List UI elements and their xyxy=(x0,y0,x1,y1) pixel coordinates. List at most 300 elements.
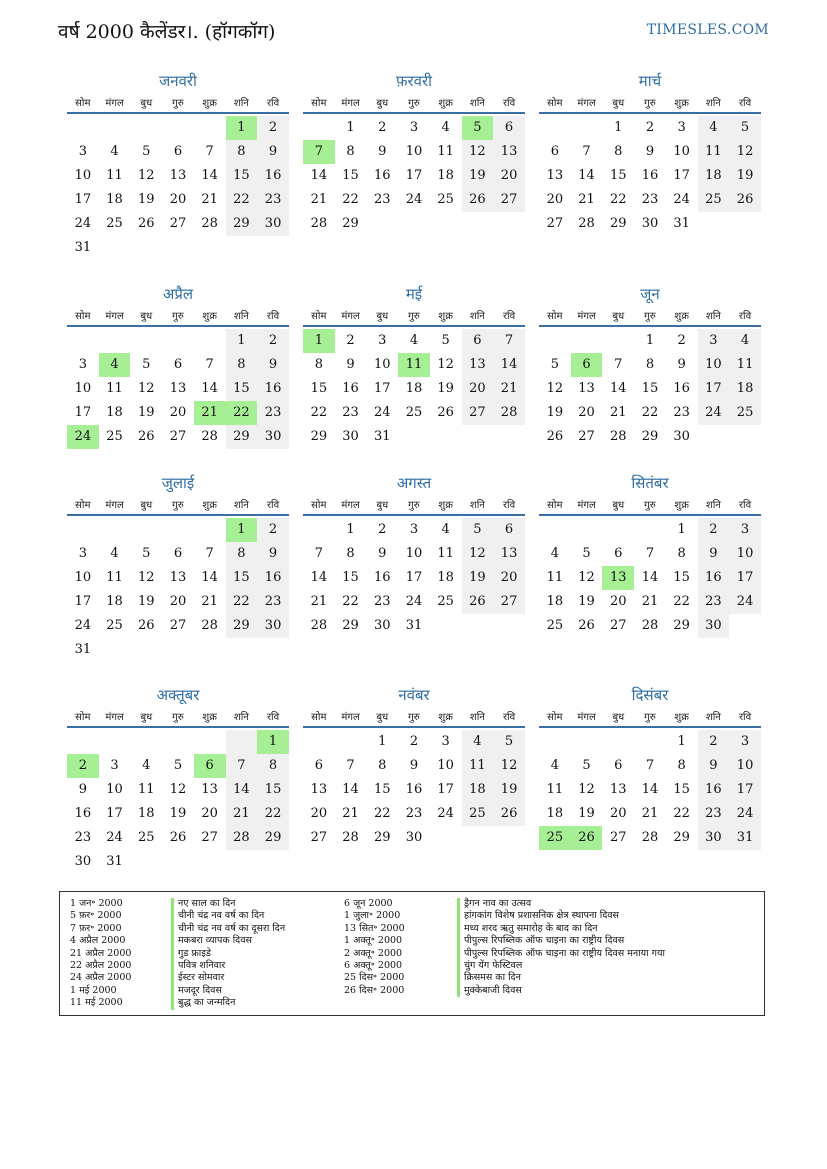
day-cell[interactable]: 6 xyxy=(462,329,494,353)
day-cell[interactable]: 12 xyxy=(137,381,155,396)
day-cell[interactable]: 2 xyxy=(257,116,289,140)
day-cell[interactable]: 12 xyxy=(437,357,454,372)
day-cell[interactable]: 26 xyxy=(137,216,155,231)
day-cell[interactable]: 9 xyxy=(257,353,289,377)
day-cell[interactable]: 9 xyxy=(409,758,419,773)
day-cell[interactable]: 19 xyxy=(462,164,494,188)
holiday-day-cell[interactable]: 7 xyxy=(303,140,335,164)
day-cell[interactable]: 17 xyxy=(405,168,423,183)
day-cell[interactable]: 28 xyxy=(201,216,218,231)
day-cell[interactable]: 18 xyxy=(437,168,454,183)
day-cell[interactable]: 25 xyxy=(437,192,454,207)
day-cell[interactable]: 8 xyxy=(378,758,387,773)
day-cell[interactable]: 14 xyxy=(201,570,218,585)
day-cell[interactable]: 27 xyxy=(169,429,187,444)
day-cell[interactable]: 23 xyxy=(698,590,730,614)
day-cell[interactable]: 3 xyxy=(729,730,761,754)
day-cell[interactable]: 16 xyxy=(257,377,289,401)
day-cell[interactable]: 19 xyxy=(578,806,595,821)
day-cell[interactable]: 24 xyxy=(698,401,730,425)
day-cell[interactable]: 13 xyxy=(493,542,525,566)
day-cell[interactable]: 4 xyxy=(142,758,151,773)
day-cell[interactable]: 11 xyxy=(137,782,155,797)
day-cell[interactable]: 30 xyxy=(373,618,391,633)
day-cell[interactable]: 9 xyxy=(378,144,387,159)
holiday-day-cell[interactable]: 11 xyxy=(398,353,430,377)
day-cell[interactable]: 23 xyxy=(74,830,92,845)
day-cell[interactable]: 28 xyxy=(641,618,659,633)
day-cell[interactable]: 15 xyxy=(310,381,328,396)
day-cell[interactable]: 23 xyxy=(373,594,391,609)
day-cell[interactable]: 27 xyxy=(578,429,595,444)
day-cell[interactable]: 29 xyxy=(257,826,289,850)
day-cell[interactable]: 27 xyxy=(546,216,564,231)
day-cell[interactable]: 3 xyxy=(729,518,761,542)
day-cell[interactable]: 24 xyxy=(106,830,123,845)
day-cell[interactable]: 5 xyxy=(550,357,559,372)
day-cell[interactable]: 29 xyxy=(342,618,359,633)
day-cell[interactable]: 1 xyxy=(346,120,355,135)
day-cell[interactable]: 25 xyxy=(462,802,494,826)
day-cell[interactable]: 2 xyxy=(378,522,387,537)
day-cell[interactable]: 11 xyxy=(437,546,454,561)
day-cell[interactable]: 23 xyxy=(257,401,289,425)
day-cell[interactable]: 18 xyxy=(698,164,730,188)
day-cell[interactable]: 18 xyxy=(106,405,123,420)
day-cell[interactable]: 14 xyxy=(201,168,218,183)
day-cell[interactable]: 30 xyxy=(74,854,92,869)
day-cell[interactable]: 11 xyxy=(462,754,494,778)
day-cell[interactable]: 21 xyxy=(493,377,525,401)
day-cell[interactable]: 7 xyxy=(582,144,591,159)
day-cell[interactable]: 4 xyxy=(110,546,119,561)
day-cell[interactable]: 8 xyxy=(614,144,623,159)
day-cell[interactable]: 26 xyxy=(169,830,187,845)
day-cell[interactable]: 19 xyxy=(729,164,761,188)
day-cell[interactable]: 29 xyxy=(609,216,627,231)
day-cell[interactable]: 9 xyxy=(698,754,730,778)
holiday-day-cell[interactable]: 21 xyxy=(194,401,226,425)
day-cell[interactable]: 19 xyxy=(462,566,494,590)
day-cell[interactable]: 25 xyxy=(729,401,761,425)
holiday-day-cell[interactable]: 1 xyxy=(226,116,258,140)
day-cell[interactable]: 17 xyxy=(405,570,423,585)
day-cell[interactable]: 17 xyxy=(729,778,761,802)
day-cell[interactable]: 27 xyxy=(169,216,187,231)
day-cell[interactable]: 14 xyxy=(578,168,595,183)
day-cell[interactable]: 10 xyxy=(74,570,92,585)
day-cell[interactable]: 22 xyxy=(609,192,627,207)
day-cell[interactable]: 3 xyxy=(409,522,419,537)
day-cell[interactable]: 1 xyxy=(677,734,686,749)
day-cell[interactable]: 12 xyxy=(578,782,595,797)
holiday-day-cell[interactable]: 1 xyxy=(257,730,289,754)
day-cell[interactable]: 12 xyxy=(462,140,494,164)
day-cell[interactable]: 4 xyxy=(441,522,450,537)
day-cell[interactable]: 23 xyxy=(405,806,423,821)
day-cell[interactable]: 2 xyxy=(378,120,387,135)
day-cell[interactable]: 29 xyxy=(226,614,258,638)
day-cell[interactable]: 4 xyxy=(110,144,119,159)
day-cell[interactable]: 19 xyxy=(137,405,155,420)
day-cell[interactable]: 14 xyxy=(201,381,218,396)
day-cell[interactable]: 30 xyxy=(405,830,423,845)
holiday-day-cell[interactable]: 6 xyxy=(194,754,226,778)
day-cell[interactable]: 24 xyxy=(729,802,761,826)
day-cell[interactable]: 23 xyxy=(257,590,289,614)
day-cell[interactable]: 30 xyxy=(257,212,289,236)
day-cell[interactable]: 9 xyxy=(346,357,355,372)
day-cell[interactable]: 11 xyxy=(106,168,123,183)
day-cell[interactable]: 6 xyxy=(173,144,183,159)
day-cell[interactable]: 20 xyxy=(169,594,187,609)
day-cell[interactable]: 26 xyxy=(729,188,761,212)
day-cell[interactable]: 11 xyxy=(698,140,730,164)
day-cell[interactable]: 27 xyxy=(609,618,627,633)
day-cell[interactable]: 3 xyxy=(698,329,730,353)
day-cell[interactable]: 28 xyxy=(201,429,218,444)
day-cell[interactable]: 1 xyxy=(378,734,387,749)
day-cell[interactable]: 8 xyxy=(346,546,355,561)
day-cell[interactable]: 20 xyxy=(310,806,328,821)
day-cell[interactable]: 18 xyxy=(405,381,423,396)
day-cell[interactable]: 14 xyxy=(641,570,659,585)
day-cell[interactable]: 11 xyxy=(546,570,564,585)
day-cell[interactable]: 14 xyxy=(641,782,659,797)
site-logo-text[interactable]: TIMESLES.COM xyxy=(646,22,769,38)
day-cell[interactable]: 27 xyxy=(169,618,187,633)
day-cell[interactable]: 22 xyxy=(310,405,328,420)
day-cell[interactable]: 10 xyxy=(74,168,92,183)
day-cell[interactable]: 8 xyxy=(314,357,323,372)
day-cell[interactable]: 9 xyxy=(645,144,655,159)
day-cell[interactable]: 5 xyxy=(493,730,525,754)
day-cell[interactable]: 16 xyxy=(257,566,289,590)
day-cell[interactable]: 6 xyxy=(493,116,525,140)
day-cell[interactable]: 17 xyxy=(74,192,92,207)
day-cell[interactable]: 15 xyxy=(609,168,627,183)
day-cell[interactable]: 6 xyxy=(493,518,525,542)
day-cell[interactable]: 25 xyxy=(106,429,123,444)
day-cell[interactable]: 24 xyxy=(729,590,761,614)
holiday-day-cell[interactable]: 24 xyxy=(67,425,99,449)
day-cell[interactable]: 15 xyxy=(226,164,258,188)
day-cell[interactable]: 15 xyxy=(226,566,258,590)
day-cell[interactable]: 24 xyxy=(74,216,92,231)
day-cell[interactable]: 13 xyxy=(546,168,564,183)
day-cell[interactable]: 9 xyxy=(257,542,289,566)
day-cell[interactable]: 17 xyxy=(373,381,391,396)
day-cell[interactable]: 15 xyxy=(226,377,258,401)
day-cell[interactable]: 16 xyxy=(698,566,730,590)
day-cell[interactable]: 31 xyxy=(74,240,92,255)
day-cell[interactable]: 14 xyxy=(493,353,525,377)
day-cell[interactable]: 7 xyxy=(205,546,214,561)
day-cell[interactable]: 24 xyxy=(74,618,92,633)
day-cell[interactable]: 25 xyxy=(137,830,155,845)
day-cell[interactable]: 12 xyxy=(578,570,595,585)
day-cell[interactable]: 15 xyxy=(342,570,359,585)
day-cell[interactable]: 17 xyxy=(698,377,730,401)
day-cell[interactable]: 21 xyxy=(310,192,328,207)
day-cell[interactable]: 9 xyxy=(677,357,686,372)
day-cell[interactable]: 4 xyxy=(409,333,419,348)
day-cell[interactable]: 26 xyxy=(546,429,564,444)
day-cell[interactable]: 27 xyxy=(310,830,328,845)
day-cell[interactable]: 13 xyxy=(169,381,187,396)
day-cell[interactable]: 23 xyxy=(673,405,690,420)
day-cell[interactable]: 12 xyxy=(462,542,494,566)
day-cell[interactable]: 8 xyxy=(226,140,258,164)
day-cell[interactable]: 7 xyxy=(645,546,655,561)
day-cell[interactable]: 17 xyxy=(74,405,92,420)
day-cell[interactable]: 18 xyxy=(462,778,494,802)
day-cell[interactable]: 5 xyxy=(173,758,183,773)
day-cell[interactable]: 30 xyxy=(257,614,289,638)
day-cell[interactable]: 14 xyxy=(226,778,258,802)
day-cell[interactable]: 23 xyxy=(641,192,659,207)
day-cell[interactable]: 19 xyxy=(578,594,595,609)
day-cell[interactable]: 10 xyxy=(729,754,761,778)
day-cell[interactable]: 16 xyxy=(342,381,359,396)
day-cell[interactable]: 4 xyxy=(462,730,494,754)
day-cell[interactable]: 4 xyxy=(550,546,559,561)
day-cell[interactable]: 7 xyxy=(493,329,525,353)
day-cell[interactable]: 2 xyxy=(677,333,686,348)
day-cell[interactable]: 20 xyxy=(493,164,525,188)
day-cell[interactable]: 11 xyxy=(106,381,123,396)
day-cell[interactable]: 10 xyxy=(729,542,761,566)
day-cell[interactable]: 25 xyxy=(106,618,123,633)
day-cell[interactable]: 11 xyxy=(437,144,454,159)
day-cell[interactable]: 17 xyxy=(74,594,92,609)
day-cell[interactable]: 1 xyxy=(346,522,355,537)
holiday-day-cell[interactable]: 1 xyxy=(303,329,335,353)
day-cell[interactable]: 27 xyxy=(609,830,627,845)
holiday-day-cell[interactable]: 5 xyxy=(462,116,494,140)
day-cell[interactable]: 29 xyxy=(641,429,659,444)
day-cell[interactable]: 28 xyxy=(342,830,359,845)
day-cell[interactable]: 12 xyxy=(729,140,761,164)
day-cell[interactable]: 19 xyxy=(137,594,155,609)
day-cell[interactable]: 6 xyxy=(314,758,323,773)
day-cell[interactable]: 8 xyxy=(346,144,355,159)
day-cell[interactable]: 7 xyxy=(614,357,623,372)
day-cell[interactable]: 7 xyxy=(645,758,655,773)
day-cell[interactable]: 16 xyxy=(405,782,423,797)
day-cell[interactable]: 3 xyxy=(441,734,450,749)
day-cell[interactable]: 15 xyxy=(673,782,690,797)
day-cell[interactable]: 23 xyxy=(257,188,289,212)
day-cell[interactable]: 5 xyxy=(729,116,761,140)
day-cell[interactable]: 2 xyxy=(257,518,289,542)
holiday-day-cell[interactable]: 1 xyxy=(226,518,258,542)
day-cell[interactable]: 20 xyxy=(578,405,595,420)
day-cell[interactable]: 7 xyxy=(205,144,214,159)
day-cell[interactable]: 2 xyxy=(645,120,655,135)
day-cell[interactable]: 23 xyxy=(698,802,730,826)
holiday-day-cell[interactable]: 2 xyxy=(67,754,99,778)
day-cell[interactable]: 28 xyxy=(609,429,627,444)
day-cell[interactable]: 21 xyxy=(641,806,659,821)
day-cell[interactable]: 22 xyxy=(257,802,289,826)
day-cell[interactable]: 3 xyxy=(78,546,87,561)
day-cell[interactable]: 25 xyxy=(437,594,454,609)
day-cell[interactable]: 17 xyxy=(673,168,690,183)
day-cell[interactable]: 31 xyxy=(405,618,423,633)
day-cell[interactable]: 13 xyxy=(201,782,218,797)
day-cell[interactable]: 12 xyxy=(137,570,155,585)
day-cell[interactable]: 21 xyxy=(641,594,659,609)
day-cell[interactable]: 26 xyxy=(578,618,595,633)
day-cell[interactable]: 20 xyxy=(546,192,564,207)
day-cell[interactable]: 29 xyxy=(673,830,690,845)
day-cell[interactable]: 22 xyxy=(673,806,690,821)
day-cell[interactable]: 6 xyxy=(173,357,183,372)
day-cell[interactable]: 25 xyxy=(546,618,564,633)
day-cell[interactable]: 10 xyxy=(373,357,391,372)
day-cell[interactable]: 21 xyxy=(609,405,627,420)
day-cell[interactable]: 21 xyxy=(578,192,595,207)
day-cell[interactable]: 12 xyxy=(137,168,155,183)
day-cell[interactable]: 16 xyxy=(373,168,391,183)
day-cell[interactable]: 4 xyxy=(550,758,559,773)
day-cell[interactable]: 2 xyxy=(346,333,355,348)
day-cell[interactable]: 13 xyxy=(169,168,187,183)
day-cell[interactable]: 21 xyxy=(226,802,258,826)
day-cell[interactable]: 9 xyxy=(378,546,387,561)
day-cell[interactable]: 21 xyxy=(201,594,218,609)
day-cell[interactable]: 14 xyxy=(342,782,359,797)
day-cell[interactable]: 22 xyxy=(226,590,258,614)
day-cell[interactable]: 19 xyxy=(437,381,454,396)
day-cell[interactable]: 21 xyxy=(342,806,359,821)
day-cell[interactable]: 9 xyxy=(78,782,87,797)
day-cell[interactable]: 6 xyxy=(550,144,559,159)
day-cell[interactable]: 7 xyxy=(205,357,214,372)
day-cell[interactable]: 22 xyxy=(342,192,359,207)
day-cell[interactable]: 18 xyxy=(546,594,564,609)
day-cell[interactable]: 2 xyxy=(698,730,730,754)
day-cell[interactable]: 11 xyxy=(106,570,123,585)
day-cell[interactable]: 20 xyxy=(493,566,525,590)
day-cell[interactable]: 26 xyxy=(137,618,155,633)
day-cell[interactable]: 13 xyxy=(462,353,494,377)
day-cell[interactable]: 27 xyxy=(201,830,218,845)
day-cell[interactable]: 20 xyxy=(169,192,187,207)
day-cell[interactable]: 8 xyxy=(677,758,686,773)
day-cell[interactable]: 3 xyxy=(677,120,686,135)
day-cell[interactable]: 31 xyxy=(74,642,92,657)
day-cell[interactable]: 4 xyxy=(698,116,730,140)
day-cell[interactable]: 6 xyxy=(173,546,183,561)
day-cell[interactable]: 9 xyxy=(698,542,730,566)
day-cell[interactable]: 11 xyxy=(729,353,761,377)
day-cell[interactable]: 16 xyxy=(698,778,730,802)
day-cell[interactable]: 25 xyxy=(106,216,123,231)
day-cell[interactable]: 14 xyxy=(310,570,328,585)
day-cell[interactable]: 18 xyxy=(729,377,761,401)
day-cell[interactable]: 14 xyxy=(609,381,627,396)
day-cell[interactable]: 31 xyxy=(373,429,391,444)
holiday-day-cell[interactable]: 4 xyxy=(99,353,131,377)
day-cell[interactable]: 28 xyxy=(201,618,218,633)
day-cell[interactable]: 20 xyxy=(609,594,627,609)
day-cell[interactable]: 1 xyxy=(645,333,655,348)
day-cell[interactable]: 18 xyxy=(106,192,123,207)
day-cell[interactable]: 2 xyxy=(698,518,730,542)
day-cell[interactable]: 23 xyxy=(373,192,391,207)
day-cell[interactable]: 12 xyxy=(169,782,187,797)
day-cell[interactable]: 18 xyxy=(137,806,155,821)
day-cell[interactable]: 17 xyxy=(729,566,761,590)
day-cell[interactable]: 27 xyxy=(493,188,525,212)
day-cell[interactable]: 4 xyxy=(441,120,450,135)
day-cell[interactable]: 1 xyxy=(614,120,623,135)
day-cell[interactable]: 20 xyxy=(201,806,218,821)
day-cell[interactable]: 10 xyxy=(106,782,123,797)
day-cell[interactable]: 5 xyxy=(441,333,450,348)
day-cell[interactable]: 8 xyxy=(226,353,258,377)
day-cell[interactable]: 9 xyxy=(257,140,289,164)
day-cell[interactable]: 30 xyxy=(641,216,659,231)
day-cell[interactable]: 22 xyxy=(373,806,391,821)
day-cell[interactable]: 8 xyxy=(226,542,258,566)
day-cell[interactable]: 31 xyxy=(673,216,690,231)
day-cell[interactable]: 4 xyxy=(729,329,761,353)
day-cell[interactable]: 30 xyxy=(698,826,730,850)
day-cell[interactable]: 24 xyxy=(405,594,423,609)
day-cell[interactable]: 27 xyxy=(462,401,494,425)
day-cell[interactable]: 23 xyxy=(342,405,359,420)
day-cell[interactable]: 25 xyxy=(698,188,730,212)
day-cell[interactable]: 7 xyxy=(314,546,323,561)
day-cell[interactable]: 29 xyxy=(373,830,391,845)
day-cell[interactable]: 5 xyxy=(582,758,591,773)
day-cell[interactable]: 13 xyxy=(578,381,595,396)
day-cell[interactable]: 29 xyxy=(342,216,359,231)
day-cell[interactable]: 12 xyxy=(546,381,564,396)
day-cell[interactable]: 29 xyxy=(310,429,328,444)
day-cell[interactable]: 26 xyxy=(462,590,494,614)
day-cell[interactable]: 5 xyxy=(142,144,151,159)
day-cell[interactable]: 2 xyxy=(409,734,419,749)
day-cell[interactable]: 20 xyxy=(462,377,494,401)
day-cell[interactable]: 26 xyxy=(493,802,525,826)
day-cell[interactable]: 24 xyxy=(673,192,690,207)
day-cell[interactable]: 5 xyxy=(142,546,151,561)
day-cell[interactable]: 26 xyxy=(437,405,454,420)
day-cell[interactable]: 30 xyxy=(698,614,730,638)
day-cell[interactable]: 18 xyxy=(546,806,564,821)
day-cell[interactable]: 29 xyxy=(673,618,690,633)
day-cell[interactable]: 15 xyxy=(257,778,289,802)
day-cell[interactable]: 17 xyxy=(437,782,454,797)
day-cell[interactable]: 8 xyxy=(645,357,655,372)
day-cell[interactable]: 10 xyxy=(405,546,423,561)
day-cell[interactable]: 24 xyxy=(437,806,454,821)
day-cell[interactable]: 22 xyxy=(641,405,659,420)
day-cell[interactable]: 3 xyxy=(378,333,387,348)
day-cell[interactable]: 28 xyxy=(310,216,328,231)
day-cell[interactable]: 29 xyxy=(226,425,258,449)
day-cell[interactable]: 24 xyxy=(373,405,391,420)
holiday-day-cell[interactable]: 26 xyxy=(571,826,603,850)
day-cell[interactable]: 16 xyxy=(673,381,690,396)
day-cell[interactable]: 8 xyxy=(257,754,289,778)
day-cell[interactable]: 17 xyxy=(106,806,123,821)
day-cell[interactable]: 15 xyxy=(373,782,391,797)
